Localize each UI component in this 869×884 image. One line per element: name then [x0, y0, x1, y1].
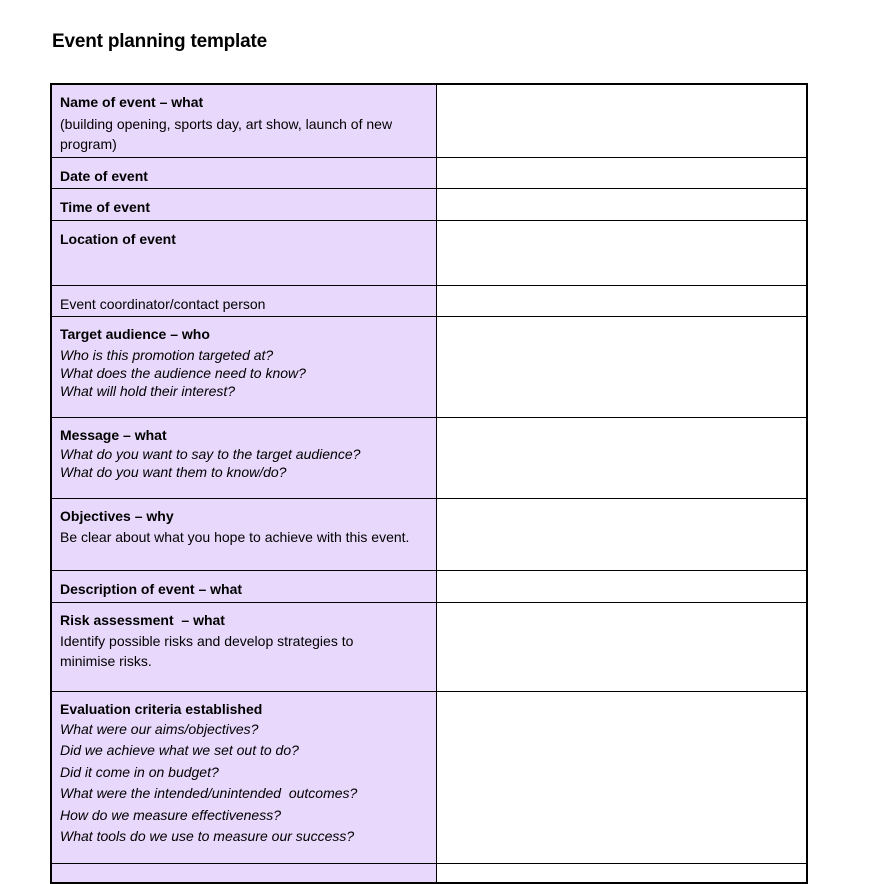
table-row-name-of-event	[51, 84, 807, 157]
table-row-time-of-event	[51, 188, 807, 220]
page-title: Event planning template	[52, 31, 267, 52]
label-cell-continued	[51, 863, 436, 883]
label-cell-time-of-event	[51, 188, 436, 220]
label-cell-date-of-event	[51, 157, 436, 188]
date-of-event-field[interactable]	[436, 157, 807, 188]
table-row-evaluation-criteria	[51, 691, 807, 863]
row-question: How do we measure effectiveness?	[60, 806, 281, 823]
row-question: What tools do we use to measure our success?	[60, 828, 355, 844]
row-title: Target audience – who	[60, 325, 210, 342]
objectives-field[interactable]	[436, 498, 807, 570]
message-field[interactable]	[436, 417, 807, 498]
label-cell-risk-assessment	[51, 602, 436, 691]
table-row-risk-assessment	[51, 602, 807, 691]
row-description: (building opening, sports day, art show, launch of new program)	[60, 116, 393, 152]
row-title: Objectives – why	[60, 507, 174, 524]
label-cell-event-coordinator	[51, 285, 436, 316]
event-coordinator-field[interactable]	[436, 285, 807, 316]
label-cell-target-audience	[51, 316, 436, 417]
table-row-event-coordinator	[51, 285, 807, 316]
row-question: What do you want them to know/do?	[60, 463, 287, 480]
row-title: Message – what	[60, 426, 167, 443]
label-cell-name-of-event	[51, 84, 436, 157]
evaluation-criteria-field[interactable]	[436, 691, 807, 863]
row-title: Evaluation criteria established	[60, 700, 263, 717]
row-title: Location of event	[60, 230, 176, 247]
row-question: What will hold their interest?	[60, 382, 236, 399]
description-of-event-field[interactable]	[436, 570, 807, 602]
row-title: Date of event	[60, 167, 148, 184]
time-of-event-field[interactable]	[436, 188, 807, 220]
row-title: Event coordinator/contact person	[60, 295, 266, 312]
label-cell-location-of-event	[51, 220, 436, 285]
continued-field[interactable]	[436, 863, 807, 883]
location-of-event-field[interactable]	[436, 220, 807, 285]
label-cell-evaluation-criteria	[51, 691, 436, 863]
table-row-date-of-event	[51, 157, 807, 188]
label-cell-objectives	[51, 498, 436, 570]
target-audience-field[interactable]	[436, 316, 807, 417]
row-title: Time of event	[60, 198, 150, 215]
table-row-continued	[51, 863, 807, 883]
risk-assessment-field[interactable]	[436, 602, 807, 691]
row-question: Who is this promotion targeted at?	[60, 346, 274, 363]
row-question: What were our aims/objectives?	[60, 720, 259, 737]
table-row-location-of-event	[51, 220, 807, 285]
table-row-message	[51, 417, 807, 498]
name-of-event-field[interactable]	[436, 84, 807, 157]
row-title: Risk assessment – what	[60, 611, 225, 628]
table-row-description-of-event	[51, 570, 807, 602]
row-description: Be clear about what you hope to achieve with this event.	[60, 528, 410, 545]
row-question: What were the intended/unintended outcomes?	[60, 785, 358, 801]
table-row-target-audience	[51, 316, 807, 417]
row-question: What does the audience need to know?	[60, 364, 306, 381]
label-cell-description-of-event	[51, 570, 436, 602]
table-row-objectives	[51, 498, 807, 570]
row-title: Name of event – what	[60, 94, 204, 110]
label-cell-message	[51, 417, 436, 498]
row-question: Did it come in on budget?	[60, 763, 219, 780]
row-title: Description of event – what	[60, 580, 243, 597]
row-question: What do you want to say to the target audience?	[60, 445, 361, 462]
row-description: Identify possible risks and develop strategies to minimise risks.	[60, 632, 354, 669]
event-planning-table	[50, 83, 808, 884]
row-question: Did we achieve what we set out to do?	[60, 742, 299, 758]
